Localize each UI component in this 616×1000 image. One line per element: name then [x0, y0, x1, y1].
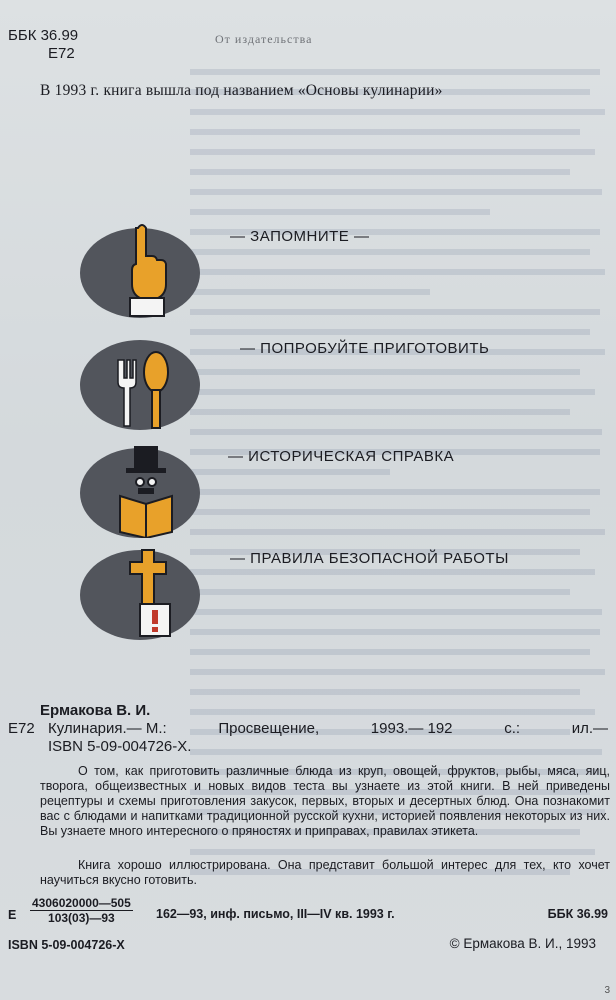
legend-label-remember: — ЗАПОМНИТЕ —	[230, 228, 370, 245]
bottom-isbn: ISBN 5-09-004726-Х	[8, 938, 125, 952]
first-aid-warning-icon	[110, 540, 180, 640]
legend-row-try-cooking	[80, 330, 600, 430]
top-hat-reader-icon	[110, 438, 180, 538]
legend-row-remember	[80, 218, 600, 318]
legend-label-history: — ИСТОРИЧЕСКАЯ СПРАВКА	[228, 448, 455, 465]
legend-label-safety: — ПРАВИЛА БЕЗОПАСНОЙ РАБОТЫ	[230, 550, 509, 567]
intro-note: В 1993 г. книга вышла под названием «Основы кулинарии»	[40, 82, 443, 99]
biblio-title: Кулинария.— М.:	[48, 720, 167, 737]
imprint-info: 162—93, инф. письмо, III—IV кв. 1993 г.	[156, 907, 395, 921]
biblio-pages: с.:	[504, 720, 521, 737]
biblio-ill: ил.—	[571, 720, 608, 737]
imprint-bbk: ББК 36.99	[547, 907, 608, 921]
copyright: © Ермакова В. И., 1993	[449, 936, 596, 951]
biblio-year: 1993.— 192	[370, 720, 453, 737]
annotation-text: О том, как приготовить различные блюда из круп, овощей, фруктов, рыбы, мяса, яиц, творога, общеизвестных и новых видов теста вы узнаете из этой книги. В ней приведены рецептуры и схемы приготовления закусок, первых, вторых и десертных блюд. Она познакомит вас с блюдами и напитками традиционной русской кухни, историей появления некоторых из них. Вы узнаете много интересного о пряностях и приправах, правилах этикета.	[40, 764, 610, 838]
imprint-fraction	[30, 896, 133, 925]
bbk-classification	[8, 27, 78, 63]
biblio-isbn: ISBN 5-09-004726-Х.	[48, 738, 192, 755]
annotation-text-2: Книга хорошо иллюстрирована. Она представит большой интерес для тех, кто хочет научиться вкусно готовить.	[40, 858, 610, 887]
index-code: Е72	[48, 45, 75, 62]
imprint-numerator: 4306020000—505	[32, 896, 131, 910]
author-heading: Ермакова В. И.	[40, 702, 151, 719]
pointing-hand-icon	[110, 218, 180, 318]
imprint-denominator: 103(03)—93	[48, 911, 115, 925]
legend-row-history	[80, 438, 600, 538]
legend-label-try-cooking: — ПОПРОБУЙТЕ ПРИГОТОВИТЬ	[240, 340, 490, 357]
biblio-code: Е72	[8, 720, 35, 737]
imprint-letter: Е	[8, 908, 17, 922]
page-number: 3	[604, 985, 610, 996]
fork-spoon-icon	[110, 330, 180, 430]
biblio-line	[48, 720, 608, 738]
legend-row-safety	[80, 540, 600, 640]
biblio-publisher: Просвещение,	[218, 720, 320, 737]
bleed-header: От издательства	[215, 32, 313, 46]
bbk-code: ББК 36.99	[8, 27, 79, 44]
